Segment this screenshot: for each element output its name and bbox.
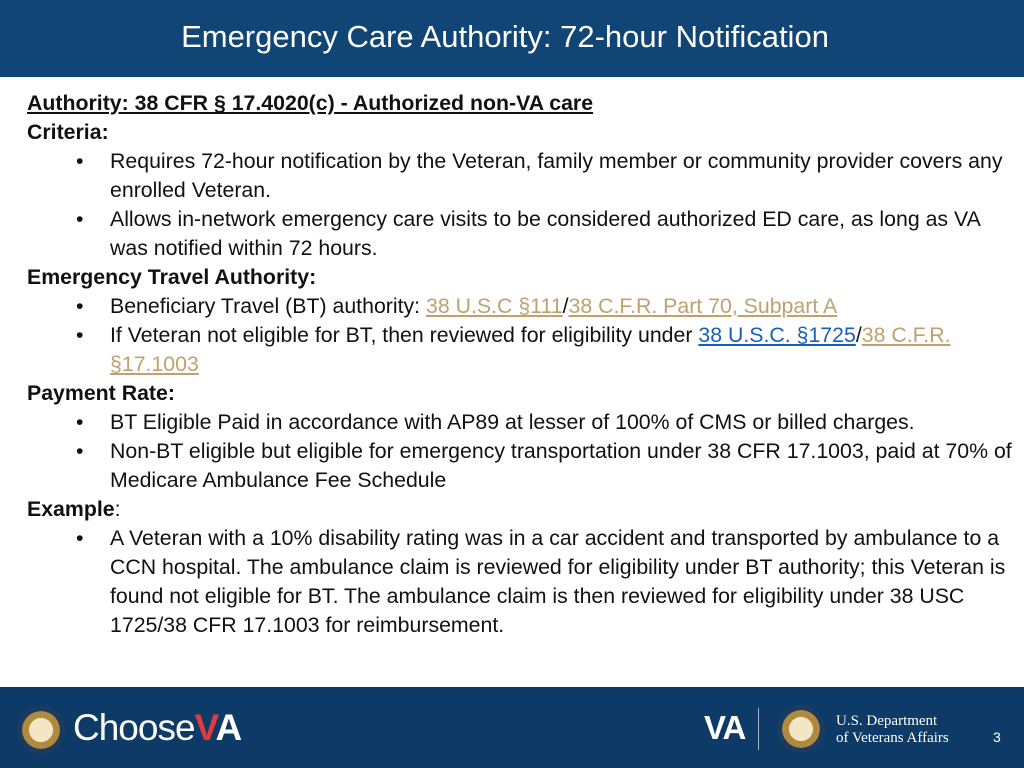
example-heading-row bbox=[27, 495, 1012, 524]
cfr-part-70-link[interactable]: 38 C.F.R. Part 70, Subpart A bbox=[568, 294, 838, 318]
choose-va-v: V bbox=[194, 707, 216, 748]
department-seal-icon bbox=[777, 705, 825, 753]
va-wordmark: VA bbox=[704, 709, 746, 746]
list-item bbox=[27, 292, 1012, 321]
footer-divider bbox=[758, 708, 759, 750]
bullet-icon: • bbox=[76, 410, 84, 434]
authority-heading: Authority: 38 CFR § 17.4020(c) - Authorized non-VA care bbox=[27, 91, 594, 115]
bullet-icon: • bbox=[76, 526, 84, 550]
bullet-icon: • bbox=[76, 207, 84, 231]
usc-111-link[interactable]: 38 U.S.C §111 bbox=[426, 294, 563, 318]
bullet-icon: • bbox=[76, 323, 84, 347]
travel-text: If Veteran not eligible for BT, then reviewed for eligibility under bbox=[110, 323, 699, 347]
page-number: 3 bbox=[993, 729, 1001, 745]
list-item bbox=[27, 205, 1012, 263]
example-colon: : bbox=[114, 497, 121, 521]
list-item bbox=[27, 408, 1012, 437]
criteria-text: Allows in-network emergency care visits to be considered authorized ED care, as long as VA was notified within 72 hours. bbox=[110, 207, 980, 260]
department-line-2: of Veterans Affairs bbox=[836, 730, 949, 746]
slide-body bbox=[27, 89, 1012, 640]
bullet-icon: • bbox=[76, 149, 84, 173]
choose-text: Choose bbox=[73, 707, 195, 748]
list-item bbox=[27, 524, 1012, 640]
travel-list bbox=[27, 292, 1012, 379]
link-separator: / bbox=[855, 323, 862, 347]
example-text: A Veteran with a 10% disability rating was in a car accident and transported by ambulance to a CCN hospital. The ambulance claim is reviewed for eligibility under BT authority; this Veteran is found not eligible for BT. The ambulance claim is then reviewed for eligibility under 38 USC 1725/38 CFR 17.1003 for reimbursement. bbox=[110, 526, 1006, 637]
payment-text: Non-BT eligible but eligible for emergency transportation under 38 CFR 17.1003, paid at 70% of Medicare Ambulance Fee Schedule bbox=[110, 439, 1012, 492]
bullet-icon: • bbox=[76, 439, 84, 463]
choose-va-logo bbox=[73, 706, 241, 750]
list-item bbox=[27, 321, 1012, 379]
department-line-1: U.S. Department bbox=[836, 713, 938, 729]
usc-1725-link[interactable]: 38 U.S.C. §1725 bbox=[698, 323, 856, 347]
cfr-17-1003-link[interactable]: 38 C.F.R. §17.1003 bbox=[110, 323, 951, 376]
travel-text: Beneficiary Travel (BT) authority: bbox=[110, 294, 427, 318]
list-item bbox=[27, 147, 1012, 205]
example-heading: Example bbox=[27, 497, 115, 521]
example-list bbox=[27, 524, 1012, 640]
criteria-text: Requires 72-hour notification by the Veteran, family member or community provider covers any enrolled Veteran. bbox=[110, 149, 1003, 202]
bullet-icon: • bbox=[76, 294, 84, 318]
link-separator: / bbox=[562, 294, 569, 318]
choose-va-a: A bbox=[215, 707, 242, 748]
list-item bbox=[27, 437, 1012, 495]
payment-heading: Payment Rate: bbox=[27, 381, 175, 405]
department-name bbox=[836, 713, 949, 747]
va-seal-icon bbox=[17, 706, 65, 754]
criteria-list bbox=[27, 147, 1012, 263]
payment-text: BT Eligible Paid in accordance with AP89 at lesser of 100% of CMS or billed charges. bbox=[110, 410, 915, 434]
slide-title: Emergency Care Authority: 72-hour Notification bbox=[181, 19, 829, 54]
travel-heading: Emergency Travel Authority: bbox=[27, 265, 317, 289]
criteria-heading: Criteria: bbox=[27, 120, 109, 144]
slide-header bbox=[0, 0, 1024, 77]
payment-list bbox=[27, 408, 1012, 495]
